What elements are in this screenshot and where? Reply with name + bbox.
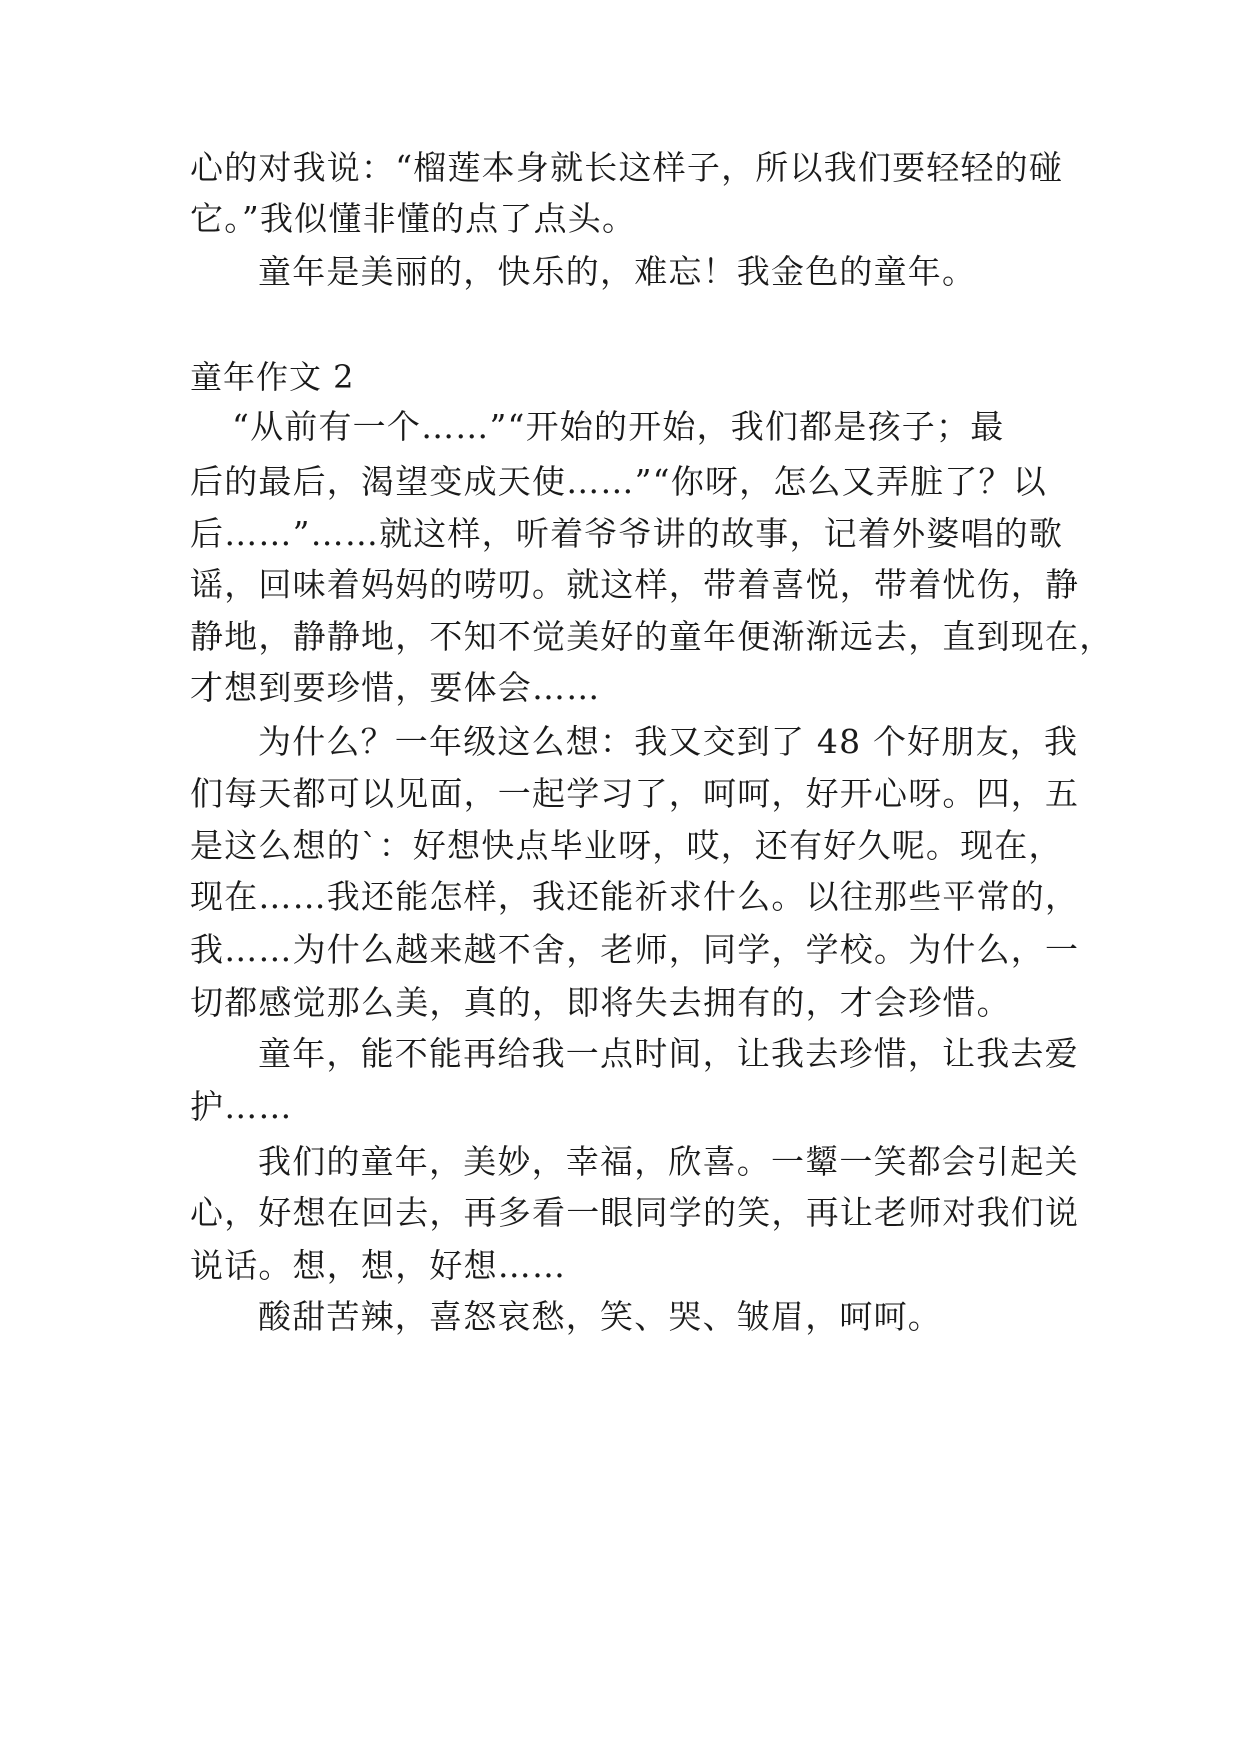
text-line: 后的最后，渴望变成天使……”“你呀，怎么又弄脏了？以 (190, 462, 1047, 501)
section-heading: 童年作文 2 (190, 358, 355, 396)
text-line: 静地，静静地，不知不觉美好的童年便渐渐远去，直到现在， (190, 617, 1114, 656)
text-line: 切都感觉那么美，真的，即将失去拥有的，才会珍惜。 (190, 983, 1011, 1022)
paragraph-line: “从前有一个……”“开始的开始，我们都是孩子；最 (232, 407, 1005, 446)
text-line: 说话。想，想，好想…… (190, 1246, 567, 1285)
text-line: 我……为什么越来越不舍，老师，同学，学校。为什么，一 (190, 930, 1080, 969)
text-line: 才想到要珍惜，要体会…… (190, 668, 601, 707)
paragraph-line: 我们的童年，美妙，幸福，欣喜。一颦一笑都会引起关 (258, 1142, 1079, 1181)
paragraph-line: 为什么？一年级这么想：我又交到了 48 个好朋友，我 (258, 722, 1079, 761)
text-line: 后……”……就这样，听着爷爷讲的故事，记着外婆唱的歌 (190, 514, 1064, 553)
text-line: 护…… (190, 1087, 293, 1126)
text-line: 心的对我说：“榴莲本身就长这样子，所以我们要轻轻的碰 (190, 148, 1064, 187)
text-line: 现在……我还能怎样，我还能祈求什么。以往那些平常的， (190, 877, 1080, 916)
text-line: 谣，回味着妈妈的唠叨。就这样，带着喜悦，带着忧伤，静 (190, 565, 1080, 604)
text-line: 们每天都可以见面，一起学习了，呵呵，好开心呀。四，五 (190, 774, 1080, 813)
paragraph-line: 童年是美丽的，快乐的，难忘！我金色的童年。 (258, 252, 977, 291)
paragraph-line: 酸甜苦辣，喜怒哀愁，笑、哭、皱眉，呵呵。 (258, 1297, 942, 1336)
paragraph-line: 童年，能不能再给我一点时间，让我去珍惜，让我去爱 (258, 1034, 1079, 1073)
text-line: 是这么想的`：好想快点毕业呀，哎，还有好久呢。现在， (190, 826, 1063, 865)
text-line: 心，好想在回去，再多看一眼同学的笑，再让老师对我们说 (190, 1193, 1080, 1232)
text-line: 它。”我似懂非懂的点了点头。 (190, 199, 637, 238)
